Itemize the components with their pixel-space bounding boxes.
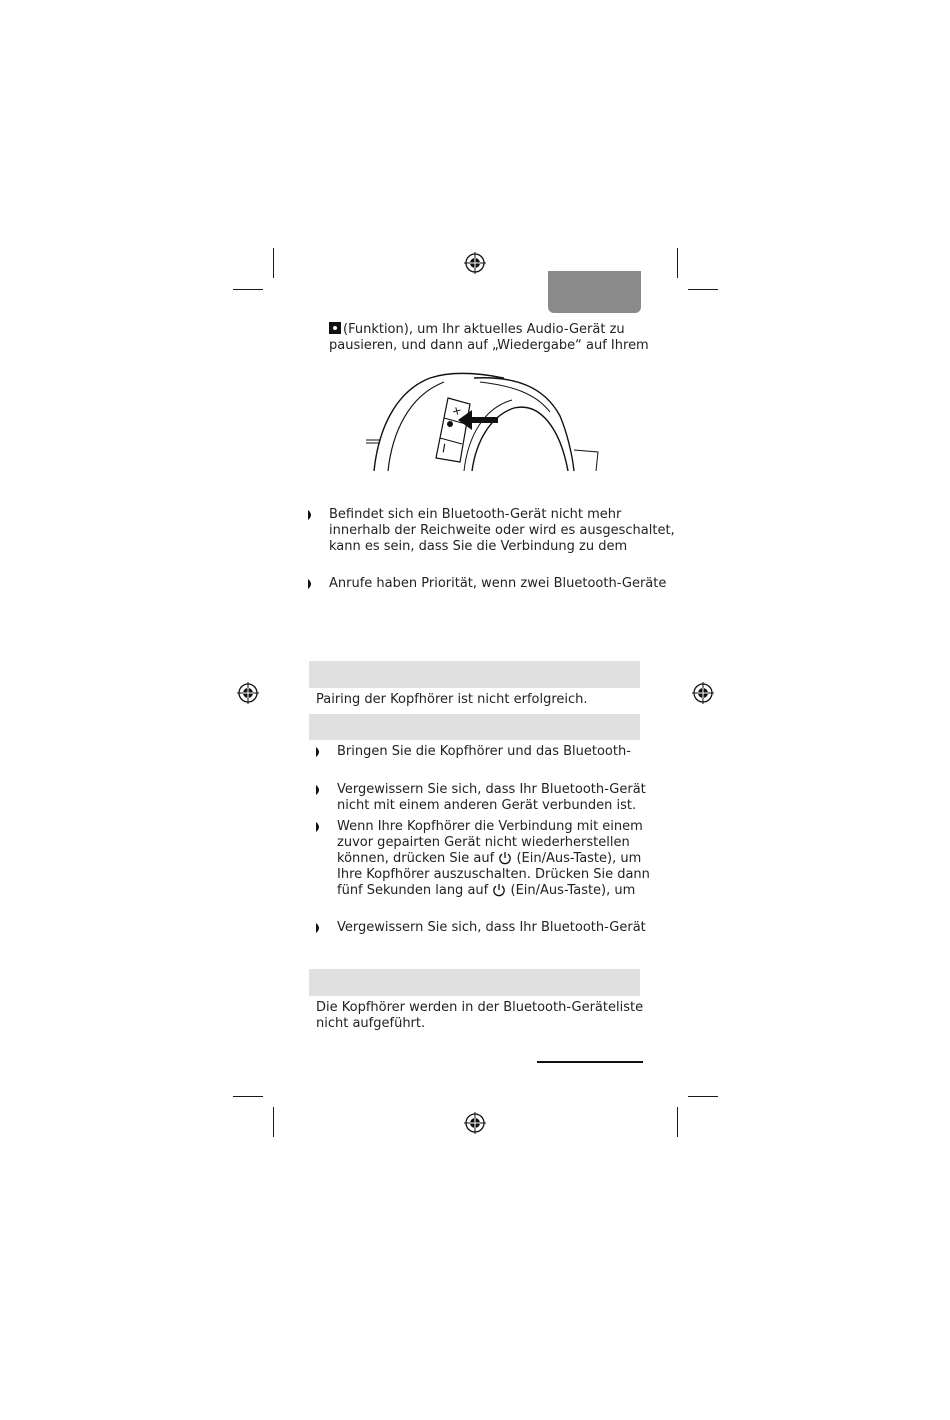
note-1-line-2: innerhalb der Reichweite oder wird es ausgeschaltet, <box>329 523 675 538</box>
crop-mark-bottom-right-vertical <box>677 1107 678 1137</box>
solution-1 <box>337 744 631 760</box>
solution-4-line-1: Vergewissern Sie sich, dass Ihr Bluetooth-Gerät <box>337 920 646 935</box>
crop-mark-top-right-vertical <box>677 248 678 278</box>
solution-bullet-icon <box>316 747 322 757</box>
top-paragraph-line-1 <box>329 322 649 338</box>
registration-mark-right-icon <box>692 682 714 704</box>
crop-mark-top-right-horizontal <box>688 289 718 290</box>
solution-header-bar-1 <box>309 714 640 740</box>
solution-bullet-icon <box>316 822 322 832</box>
note-1-line-1: Befindet sich ein Bluetooth-Gerät nicht mehr <box>329 507 622 522</box>
problem-header-bar-2 <box>309 969 640 996</box>
crop-mark-bottom-right-horizontal <box>688 1096 718 1097</box>
solution-3-line-3-suffix: (Ein/Aus-Taste), um <box>516 851 642 866</box>
solution-4 <box>337 920 646 936</box>
solution-bullet-icon <box>316 923 322 933</box>
function-button <box>447 421 453 427</box>
solution-2-line-2: nicht mit einem anderen Gerät verbunden ist. <box>337 798 637 813</box>
volume-up-button: + <box>450 402 464 419</box>
solution-3-line-2: zuvor gepairten Gerät nicht wiederherstellen <box>337 835 630 850</box>
top-paragraph <box>329 322 649 354</box>
registration-mark-bottom-icon <box>464 1112 486 1134</box>
problem-1-text: Pairing der Kopfhörer ist nicht erfolgreich. <box>316 692 588 707</box>
crop-mark-top-left-horizontal <box>233 289 263 290</box>
solution-3-line-3-text: können, drücken Sie auf <box>337 851 495 866</box>
volume-down-button: − <box>435 440 454 456</box>
solution-3-line-5-suffix: (Ein/Aus-Taste), um <box>510 883 636 898</box>
note-2 <box>329 576 666 592</box>
headphone-ear-cup-illustration <box>364 372 600 472</box>
top-paragraph-line-1-text: (Funktion), um Ihr aktuelles Audio-Gerät zu <box>343 322 625 337</box>
note-2-line-1: Anrufe haben Priorität, wenn zwei Bluetooth-Geräte <box>329 576 667 591</box>
solution-3-line-4: Ihre Kopfhörer auszuschalten. Drücken Sie dann <box>337 867 650 882</box>
solution-1-line-1: Bringen Sie die Kopfhörer und das Bluetooth- <box>337 744 631 759</box>
problem-2-line-1: Die Kopfhörer werden in der Bluetooth-Geräteliste <box>316 1000 644 1015</box>
crop-mark-top-left-vertical <box>273 248 274 278</box>
solution-3 <box>337 819 650 899</box>
crop-mark-bottom-left-vertical <box>273 1107 274 1137</box>
top-paragraph-line-2: pausieren, und dann auf „Wiedergabe“ auf Ihrem <box>329 338 649 353</box>
registration-mark-top-icon <box>464 252 486 274</box>
problem-header-bar-1 <box>309 661 640 688</box>
crop-mark-bottom-left-horizontal <box>233 1096 263 1097</box>
solution-3-line-1: Wenn Ihre Kopfhörer die Verbindung mit einem <box>337 819 643 834</box>
bottom-divider <box>537 1061 643 1063</box>
note-bullet-icon <box>308 510 314 520</box>
solution-bullet-icon <box>316 785 322 795</box>
note-1 <box>329 507 675 555</box>
note-bullet-icon <box>308 579 314 589</box>
function-button-icon <box>329 322 341 334</box>
solution-3-line-5-text: fünf Sekunden lang auf <box>337 883 489 898</box>
power-icon <box>492 883 506 897</box>
registration-mark-left-icon <box>237 682 259 704</box>
solution-3-line-5 <box>337 883 650 899</box>
power-icon <box>498 851 512 865</box>
problem-2-line-2: nicht aufgeführt. <box>316 1016 426 1031</box>
solution-2-line-1: Vergewissern Sie sich, dass Ihr Bluetooth-Gerät <box>337 782 646 797</box>
problem-2-text <box>316 1000 643 1032</box>
solution-3-line-3 <box>337 851 650 867</box>
solution-2 <box>337 782 646 814</box>
note-1-line-3: kann es sein, dass Sie die Verbindung zu dem <box>329 539 628 554</box>
section-tab <box>548 271 641 313</box>
